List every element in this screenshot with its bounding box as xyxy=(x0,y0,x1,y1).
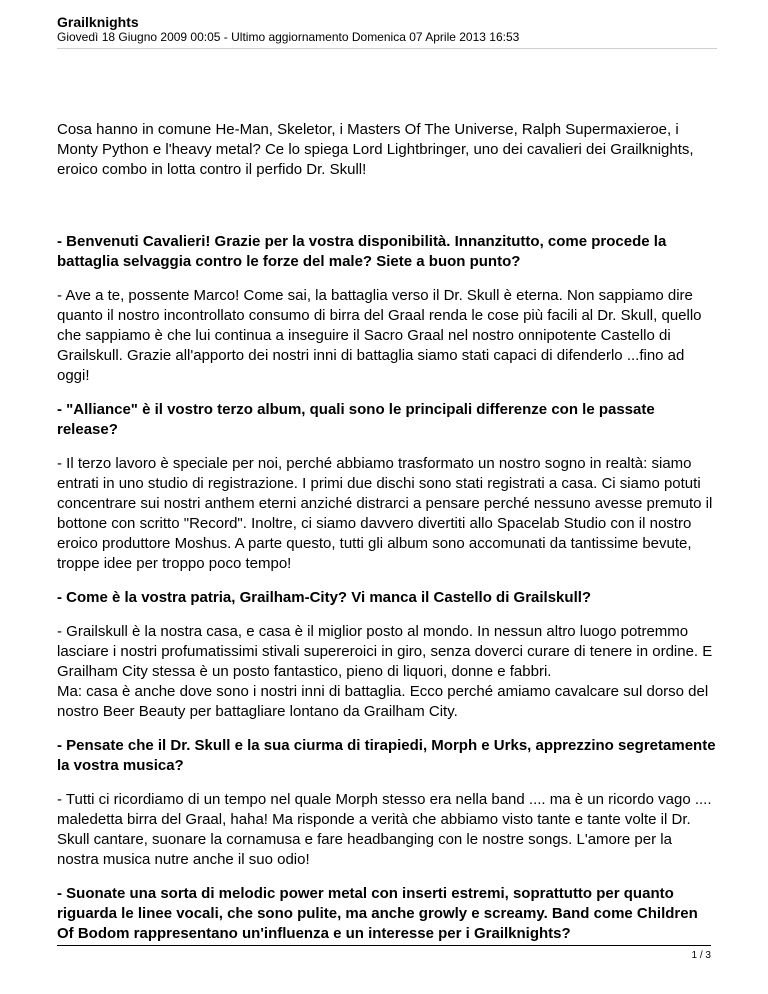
article-meta: Giovedì 18 Giugno 2009 00:05 - Ultimo aggiornamento Domenica 07 Aprile 2013 16:53 xyxy=(57,30,520,44)
article-body xyxy=(57,120,717,958)
page-number: 1 / 3 xyxy=(691,950,711,961)
intro-paragraph: Cosa hanno in comune He-Man, Skeletor, i Masters Of The Universe, Ralph Supermaxieroe, i Monty Python e l'heavy metal? Ce lo spiega Lord Lightbringer, uno dei cavalieri dei Grailknights, eroico combo in lotta contro il perfido Dr. Skull! xyxy=(57,121,694,178)
answer-2: - Il terzo lavoro è speciale per noi, perché abbiamo trasformato un nostro sogno in realtà: siamo entrati in uno studio di registrazione. I primi due dischi sono stati registrati a casa. Ci siamo potuti concentrare sui nostri anthem eterni anziché distrarci a pensare perché nessuno avesse premuto il bottone con scritto "Record". Inoltre, ci siamo davvero divertiti allo Spacelab Studio con il nostro eroico produttore Moshus. A parte questo, tutti gli album sono accomunati da tantissime bevute, troppe idee per troppo poco tempo! xyxy=(57,455,713,572)
article-title: Grailknights xyxy=(57,14,139,30)
answer-3-continued: Ma: casa è anche dove sono i nostri inni di battaglia. Ecco perché amiamo cavalcare sul dorso del nostro Beer Beauty per battagliare lontano da Grailham City. xyxy=(57,683,709,720)
answer-1: - Ave a te, possente Marco! Come sai, la battaglia verso il Dr. Skull è eterna. Non sappiamo dire quanto il nostro incontrollato consumo di birra del Graal renda le cose più facili al Dr. Skull, quello che sappiamo è che lui continua a inseguire il Sacro Graal nel nostro onnipotente Castello di Grailskull. Grazie all'apporto dei nostri inni di battaglia siamo stati capaci di difenderlo ...fino ad oggi! xyxy=(57,287,702,384)
answer-3: - Grailskull è la nostra casa, e casa è il miglior posto al mondo. In nessun altro luogo potremmo lasciare i nostri profumatissimi stivali supereroici in giro, senza doverci curare di tenere in ordine. E Grailham City stessa è un posto fantastico, pieno di liquori, donne e fabbri. xyxy=(57,623,713,680)
question-4: - Pensate che il Dr. Skull e la sua ciurma di tirapiedi, Morph e Urks, apprezzino segretamente la vostra musica? xyxy=(57,737,716,774)
footer-divider xyxy=(57,945,711,946)
answer-4: - Tutti ci ricordiamo di un tempo nel quale Morph stesso era nella band .... ma è un ricordo vago .... maledetta birra del Graal, haha! Ma risponde a verità che abbiamo visto tante e tante volte il Dr. Skull cantare, suonare la cornamusa e fare headbanging con le nostre songs. L'amore per la nostra musica nutre anche il suo odio! xyxy=(57,791,712,868)
question-2: - "Alliance" è il vostro terzo album, quali sono le principali differenze con le passate release? xyxy=(57,401,655,438)
question-1: - Benvenuti Cavalieri! Grazie per la vostra disponibilità. Innanzitutto, come procede la battaglia selvaggia contro le forze del male? Siete a buon punto? xyxy=(57,233,667,270)
question-5: - Suonate una sorta di melodic power metal con inserti estremi, soprattutto per quanto riguarda le linee vocali, che sono pulite, ma anche growly e screamy. Band come Children Of Bodom rappresentano un'influenza e un interesse per i Grailknights? xyxy=(57,885,698,942)
page-header xyxy=(57,14,717,49)
question-3: - Come è la vostra patria, Grailham-City? Vi manca il Castello di Grailskull? xyxy=(57,589,592,606)
